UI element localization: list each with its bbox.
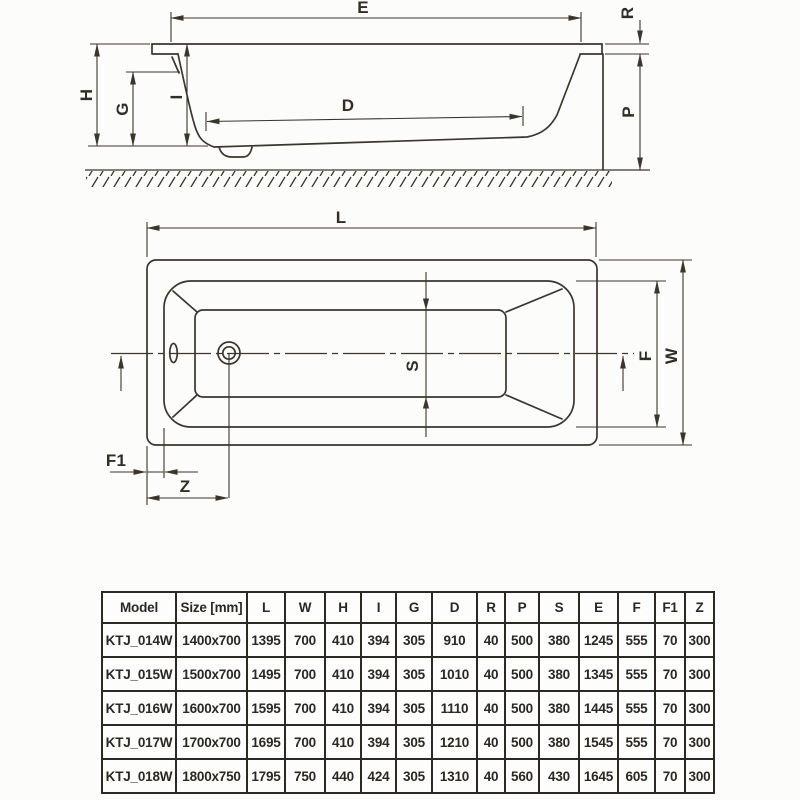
column-header: W (285, 592, 325, 623)
table-cell: 555 (618, 657, 655, 691)
dim-s-arrow-bottom (423, 397, 429, 409)
dim-label-p: P (619, 106, 638, 118)
table-cell: 300 (685, 691, 714, 725)
table-cell: KTJ_016W (102, 691, 176, 725)
table-cell: 1395 (247, 623, 285, 657)
table-cell: 70 (655, 725, 685, 759)
table-cell: KTJ_014W (102, 623, 176, 657)
table-row (102, 623, 714, 657)
dim-label-r: R (618, 6, 637, 20)
table-cell: 910 (432, 623, 477, 657)
table-cell: 1800x750 (176, 759, 247, 793)
column-header: S (539, 592, 579, 623)
table-cell: 410 (325, 691, 361, 725)
column-header: L (247, 592, 285, 623)
side-left-rim-lip (152, 44, 178, 54)
dim-r-extensions (605, 44, 649, 54)
table-cell: 560 (505, 759, 539, 793)
table-row (102, 691, 714, 725)
table-cell: 40 (477, 623, 505, 657)
table-cell: 1010 (432, 657, 477, 691)
spec-table-body (102, 623, 714, 793)
bathtub-side-view (77, 0, 650, 187)
table-cell: 40 (477, 691, 505, 725)
table-cell: 700 (285, 623, 325, 657)
table-cell: 1445 (579, 691, 618, 725)
table-cell: 394 (361, 657, 396, 691)
column-header: Size [mm] (176, 592, 247, 623)
table-row (102, 725, 714, 759)
table-cell: 700 (285, 725, 325, 759)
dim-label-l: L (335, 208, 347, 227)
table-cell: 410 (325, 657, 361, 691)
table-cell: 410 (325, 725, 361, 759)
table-cell: 300 (685, 725, 714, 759)
table-cell: 305 (396, 623, 432, 657)
table-cell: 70 (655, 691, 685, 725)
side-drain-foot (219, 147, 252, 157)
dim-label-e: E (357, 0, 369, 17)
table-cell: 430 (539, 759, 579, 793)
dim-label-d: D (341, 96, 355, 115)
table-cell: 410 (325, 623, 361, 657)
top-outer-edge (147, 260, 597, 445)
table-cell: 700 (285, 657, 325, 691)
column-header: R (477, 592, 505, 623)
column-header: P (505, 592, 539, 623)
table-cell: 500 (505, 623, 539, 657)
table-cell: 380 (539, 657, 579, 691)
column-header: D (432, 592, 477, 623)
table-cell: 305 (396, 725, 432, 759)
table-cell: 1345 (579, 657, 618, 691)
dim-e-extensions (171, 12, 581, 42)
dim-label-i: I (167, 94, 186, 100)
dim-label-w: W (662, 347, 681, 365)
table-cell: 394 (361, 725, 396, 759)
table-cell: 605 (618, 759, 655, 793)
dim-label-z: Z (179, 477, 191, 496)
column-header: Z (685, 592, 714, 623)
table-cell: 300 (685, 759, 714, 793)
ground-hatching (86, 171, 612, 187)
table-cell: 555 (618, 623, 655, 657)
table-cell: 40 (477, 759, 505, 793)
table-cell: 1595 (247, 691, 285, 725)
table-cell: 1400x700 (176, 623, 247, 657)
table-cell: 1600x700 (176, 691, 247, 725)
table-cell: 1310 (432, 759, 477, 793)
column-header: E (579, 592, 618, 623)
table-cell: 500 (505, 657, 539, 691)
table-cell: 1700x700 (176, 725, 247, 759)
table-cell: 500 (505, 691, 539, 725)
table-cell: KTJ_018W (102, 759, 176, 793)
spec-table (101, 591, 715, 794)
table-cell: 70 (655, 759, 685, 793)
table-cell: 1495 (247, 657, 285, 691)
table-cell: KTJ_015W (102, 657, 176, 691)
column-header: I (361, 592, 396, 623)
table-cell: 1795 (247, 759, 285, 793)
table-cell: 750 (285, 759, 325, 793)
dim-label-h: H (77, 88, 96, 102)
table-cell: 305 (396, 657, 432, 691)
table-cell: 1500x700 (176, 657, 247, 691)
dim-d-line (207, 117, 522, 122)
column-header: G (396, 592, 432, 623)
column-header: F1 (655, 592, 685, 623)
table-cell: 394 (361, 691, 396, 725)
dim-h-extensions (88, 44, 208, 146)
table-cell: 305 (396, 759, 432, 793)
column-header: F (618, 592, 655, 623)
table-cell: 424 (361, 759, 396, 793)
table-cell: 380 (539, 725, 579, 759)
table-cell: 1545 (579, 725, 618, 759)
side-overflow-mark (172, 57, 179, 73)
table-cell: 555 (618, 725, 655, 759)
dim-s-arrow-top (423, 299, 429, 311)
table-cell: 500 (505, 725, 539, 759)
table-cell: 380 (539, 691, 579, 725)
table-cell: 1695 (247, 725, 285, 759)
table-cell: KTJ_017W (102, 725, 176, 759)
table-header-row (102, 592, 714, 623)
side-tub-shell (178, 54, 580, 147)
table-cell: 40 (477, 725, 505, 759)
table-cell: 380 (539, 623, 579, 657)
column-header: H (325, 592, 361, 623)
table-cell: 700 (285, 691, 325, 725)
side-right-rim-cap (580, 44, 602, 54)
dim-l-extensions (147, 222, 596, 257)
table-cell: 70 (655, 623, 685, 657)
table-cell: 40 (477, 657, 505, 691)
table-cell: 1210 (432, 725, 477, 759)
table-row (102, 657, 714, 691)
column-header: Model (102, 592, 176, 623)
dim-label-f1: F1 (105, 451, 127, 470)
dim-label-s: S (403, 360, 422, 372)
table-cell: 440 (325, 759, 361, 793)
dim-label-f: F (636, 350, 655, 362)
table-cell: 300 (685, 657, 714, 691)
table-cell: 305 (396, 691, 432, 725)
dim-f1-extensions (147, 428, 164, 505)
table-cell: 70 (655, 657, 685, 691)
table-cell: 555 (618, 691, 655, 725)
table-row (102, 759, 714, 793)
bathtub-top-view (106, 208, 692, 505)
table-cell: 1110 (432, 691, 477, 725)
table-cell: 1645 (579, 759, 618, 793)
table-cell: 300 (685, 623, 714, 657)
table-cell: 394 (361, 623, 396, 657)
dim-label-g: G (113, 102, 132, 116)
table-cell: 1245 (579, 623, 618, 657)
